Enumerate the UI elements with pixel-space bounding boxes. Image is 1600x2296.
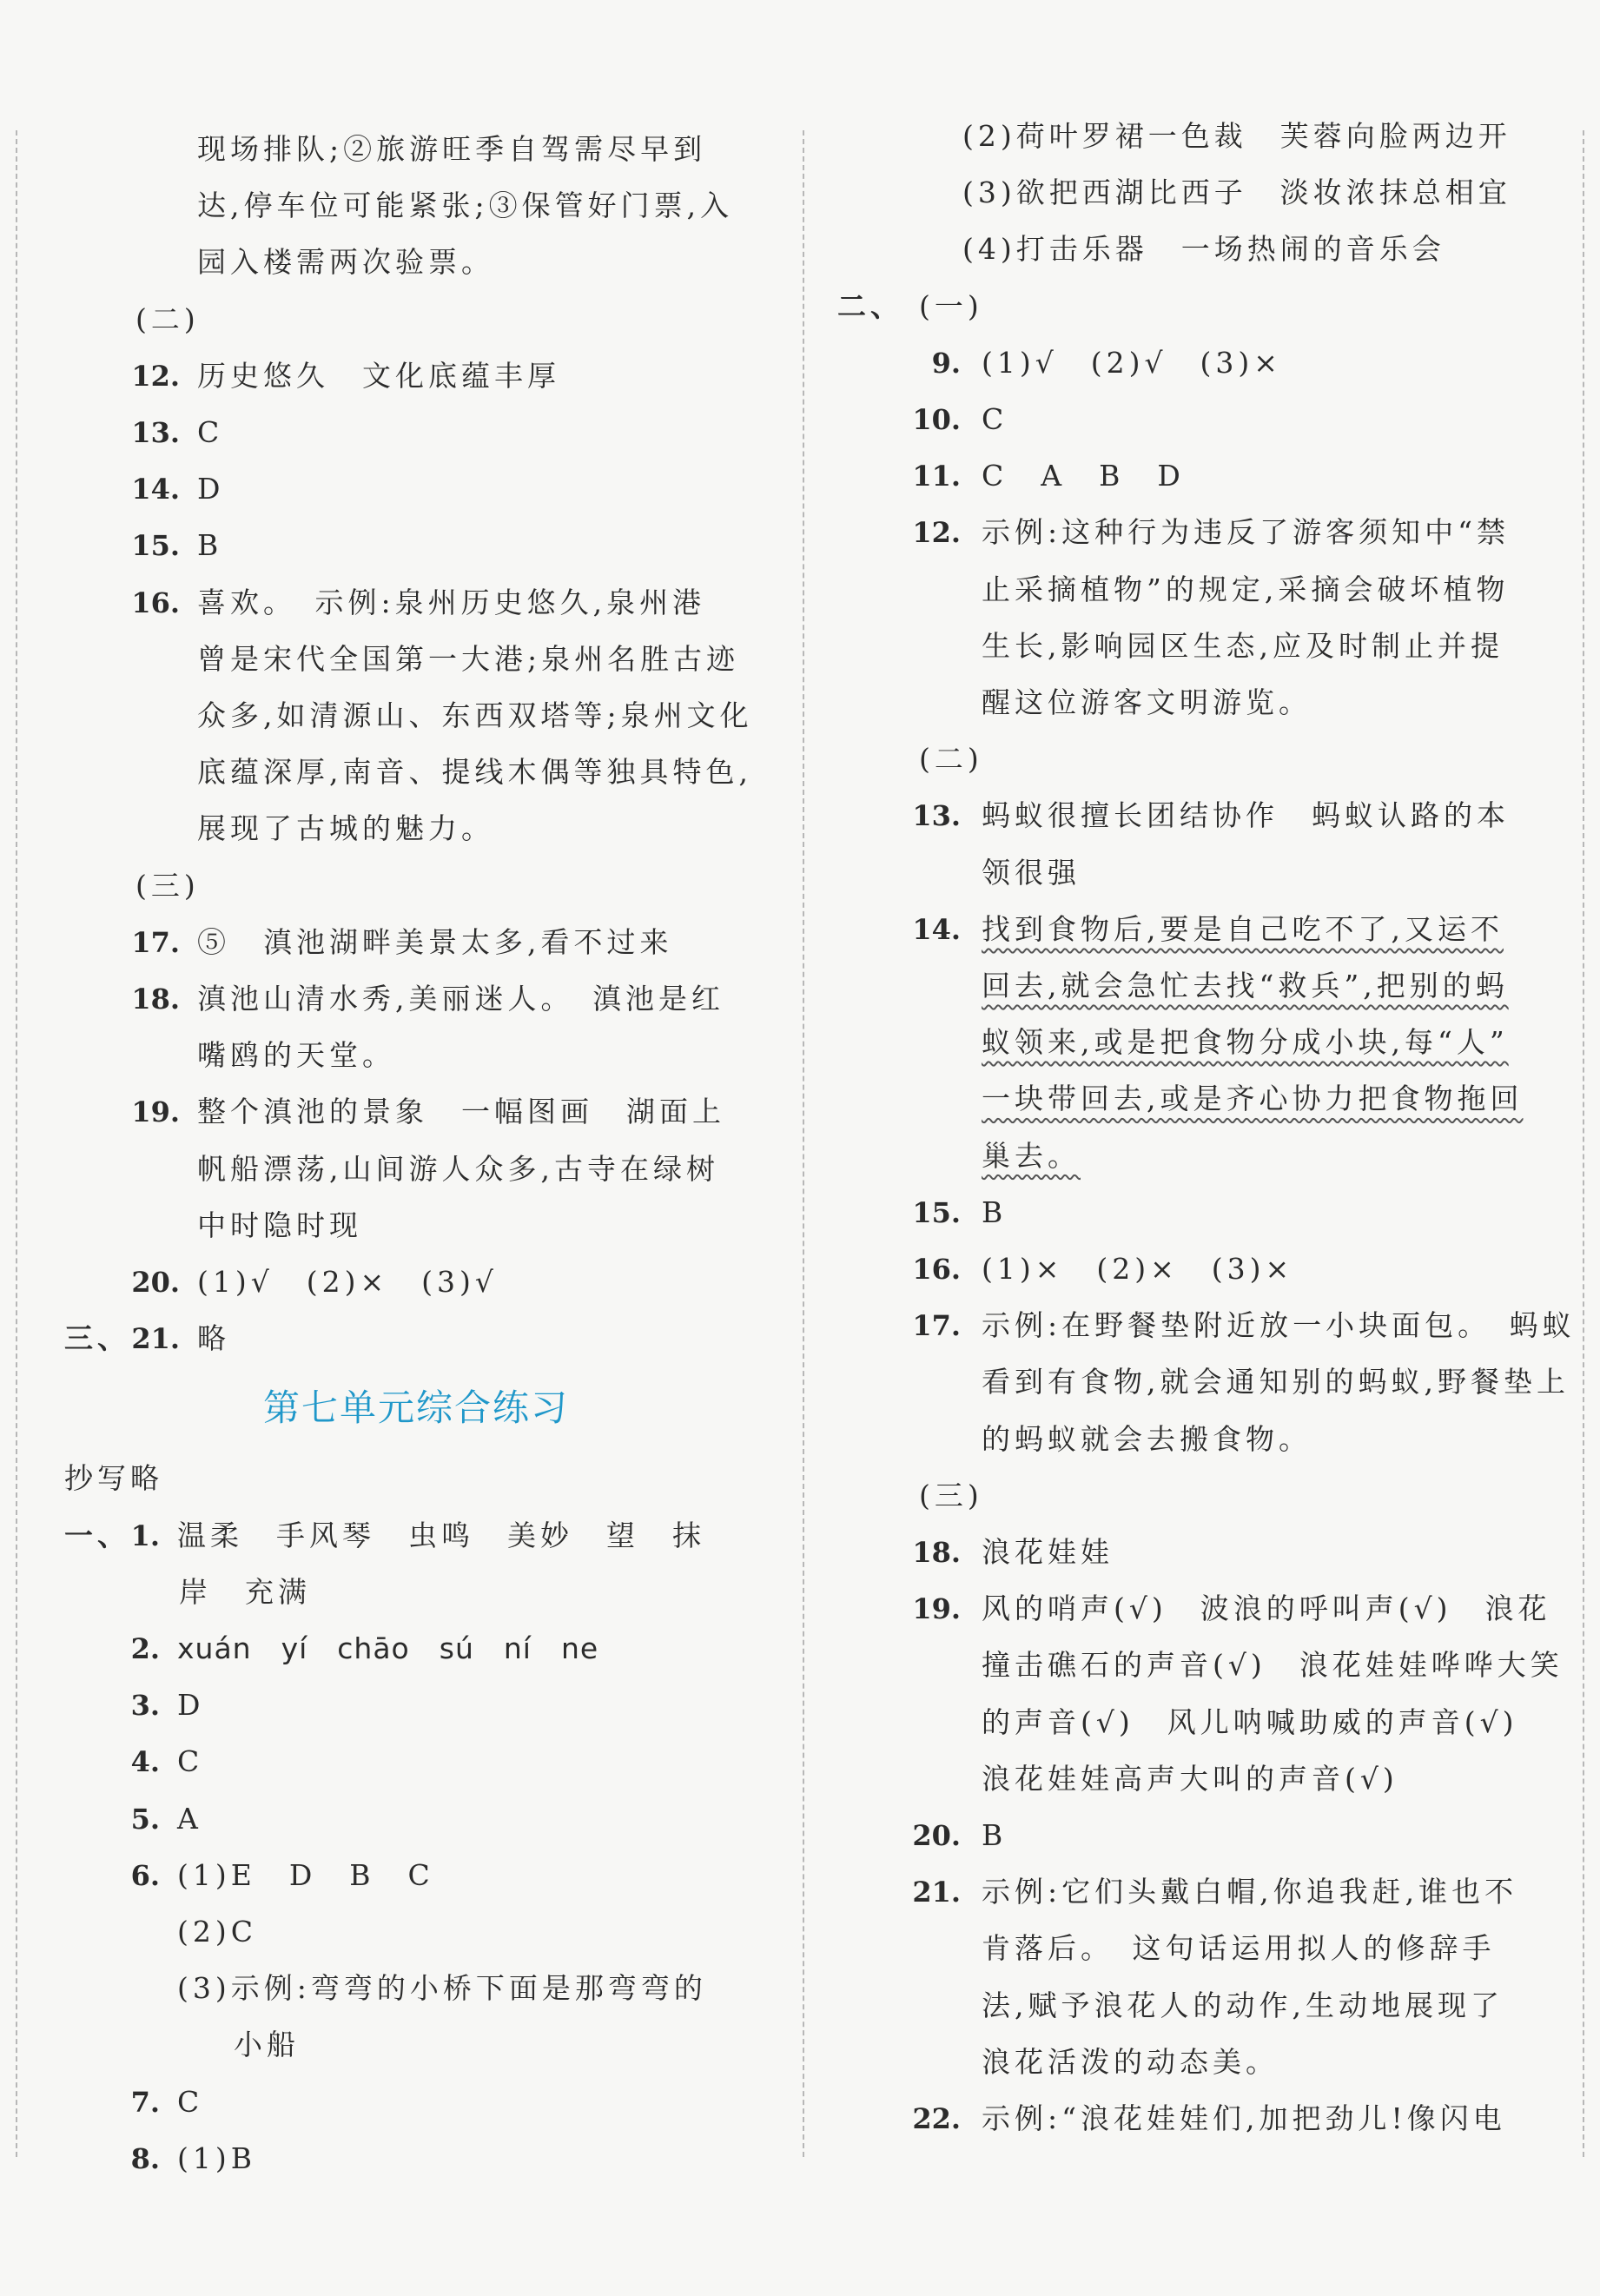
answer-text: 中时隐时现 <box>197 1208 362 1242</box>
answer-line <box>56 1791 768 1847</box>
answer-text: 的声音(√) 风儿呐喊助威的声音(√) <box>982 1704 1518 1739</box>
question-number: 21. <box>912 1876 961 1909</box>
answer-text: 达,停车位可能紧张;③保管好门票,入 <box>197 189 734 223</box>
answer-line <box>841 1751 1550 1807</box>
answer-line <box>56 1141 768 1197</box>
answer-text: 看到有食物,就会通知别的蚂蚁,野餐垫上 <box>982 1365 1570 1399</box>
answer-line <box>841 1978 1550 2034</box>
answer-line <box>841 675 1550 731</box>
answer-line <box>56 1451 768 1506</box>
answer-text: B <box>982 1818 1008 1852</box>
answer-line <box>841 1921 1550 1976</box>
answer-line <box>56 2017 768 2073</box>
answer-line <box>841 788 1550 844</box>
answer-line <box>56 1084 768 1140</box>
answer-line <box>841 1128 1550 1184</box>
answer-line <box>841 902 1550 957</box>
answer-line <box>841 562 1550 618</box>
answer-line <box>841 845 1550 901</box>
answer-text: 曾是宋代全国第一大港;泉州名胜古迹 <box>197 641 740 676</box>
question-number: 18. <box>912 1536 961 1569</box>
section-marker: 二、 <box>837 288 903 323</box>
answer-line <box>56 1621 768 1677</box>
question-number: 20. <box>131 1266 180 1299</box>
answer-line <box>56 1254 768 1310</box>
answer-line <box>841 335 1550 391</box>
answer-text: 嘴鸥的天堂。 <box>197 1038 395 1073</box>
answer-line <box>841 2091 1550 2147</box>
answer-text: (一) <box>919 288 983 323</box>
question-number: 20. <box>912 1819 961 1852</box>
answer-line <box>841 109 1550 164</box>
answer-text: 滇池山清水秀,美丽迷人。 滇池是红 <box>197 982 724 1016</box>
answer-text: ⑤ 滇池湖畔美景太多,看不过来 <box>197 924 673 959</box>
answer-line <box>56 1904 768 1960</box>
answer-line <box>56 632 768 687</box>
answer-text: 的蚂蚁就会去搬食物。 <box>982 1421 1312 1456</box>
answer-line <box>56 1311 768 1366</box>
answer-line <box>841 165 1550 221</box>
answer-line <box>56 1028 768 1083</box>
answer-text: (1)√ (2)× (3)√ <box>197 1265 498 1299</box>
answer-text: 法,赋予浪花人的动作,生动地展现了 <box>982 1988 1504 2022</box>
answer-text: 领很强 <box>982 855 1081 890</box>
answer-text: (2)C <box>177 1915 257 1949</box>
answer-text: (4)打击乐器 一场热闹的音乐会 <box>962 232 1445 267</box>
right-margin-divider <box>1583 130 1584 2157</box>
answer-text: A <box>177 1801 202 1836</box>
answer-line <box>841 1638 1564 1693</box>
answer-line <box>841 392 1550 447</box>
question-number: 19. <box>912 1592 961 1626</box>
question-number: 14. <box>131 473 180 506</box>
answer-text: (三) <box>136 868 200 903</box>
answer-line <box>56 1848 768 1903</box>
answer-line <box>56 122 768 177</box>
answer-line <box>841 1354 1570 1410</box>
question-number: 12. <box>131 359 180 393</box>
answer-text: 找到食物后,要是自己吃不了,又运不 <box>982 911 1504 946</box>
answer-line <box>56 971 768 1027</box>
question-number: 5. <box>130 1802 160 1836</box>
answer-line <box>56 1565 768 1620</box>
question-number: 21. <box>131 1322 180 1356</box>
answer-line <box>841 1468 1550 1524</box>
answer-text: 岸 充满 <box>179 1574 311 1609</box>
unit-title: 第七单元综合练习 <box>262 1386 569 1430</box>
answer-text: 止采摘植物”的规定,采摘会破坏植物 <box>982 572 1510 606</box>
answer-line <box>56 1677 768 1733</box>
answer-text: (二) <box>919 742 983 777</box>
answer-text: 小船 <box>234 2028 300 2062</box>
answer-line <box>56 348 768 404</box>
answer-text: 一块带回去,或是齐心协力把食物拖回 <box>982 1082 1524 1116</box>
answer-line <box>56 915 768 970</box>
answer-line <box>56 2074 768 2130</box>
answer-text: 蚂蚁很擅长团结协作 蚂蚁认路的本 <box>982 798 1510 833</box>
answer-text: 现场排队;②旅游旺季自驾需尽早到 <box>197 132 707 166</box>
answer-line <box>841 505 1550 560</box>
section-marker: 三、 <box>64 1321 130 1356</box>
center-column-divider <box>803 130 804 2157</box>
answer-line <box>841 1071 1550 1127</box>
answer-line <box>841 1864 1550 1920</box>
answer-text: 历史悠久 文化底蕴丰厚 <box>197 358 560 393</box>
question-number: 22. <box>912 2102 961 2135</box>
answer-text: B <box>197 528 223 563</box>
answer-line <box>56 1198 768 1254</box>
answer-line <box>56 744 768 800</box>
answer-line <box>56 858 768 914</box>
answer-line <box>841 1015 1550 1070</box>
answer-line <box>56 1508 768 1564</box>
right-column <box>837 119 1576 2153</box>
answer-text: 浪花娃娃 <box>982 1535 1114 1569</box>
answer-line <box>841 2035 1550 2090</box>
question-number: 12. <box>912 516 961 550</box>
answer-line <box>841 222 1550 277</box>
answer-line <box>56 461 768 517</box>
answer-line <box>841 619 1550 674</box>
answer-line <box>841 1241 1550 1297</box>
answer-text: 园入楼需两次验票。 <box>197 245 494 280</box>
answer-line <box>56 688 768 744</box>
answer-line <box>56 405 768 460</box>
answer-line <box>56 1734 768 1790</box>
answer-text: 肯落后。 这句话运用拟人的修辞手 <box>982 1931 1496 1966</box>
answer-line <box>841 448 1550 504</box>
answer-text: (1)E D B C <box>177 1857 434 1892</box>
answer-text: (三) <box>919 1478 983 1512</box>
question-number: 4. <box>130 1745 160 1779</box>
answer-text: (1)× (2)× (3)× <box>982 1252 1294 1286</box>
answer-text: (二) <box>136 301 200 336</box>
left-margin-divider <box>16 130 17 2157</box>
answer-line <box>56 801 768 857</box>
answer-text: 喜欢。 示例:泉州历史悠久,泉州港 <box>197 585 706 619</box>
question-number: 16. <box>131 586 180 619</box>
answer-text: C <box>982 402 1008 436</box>
answer-line <box>56 575 768 631</box>
answer-text: xuán yí chāo sú ní ne <box>177 1631 599 1665</box>
answer-text: 示例:“浪花娃娃们,加把劲儿!像闪电 <box>982 2101 1506 2135</box>
answer-text: 醒这位游客文明游览。 <box>982 685 1312 719</box>
answer-text: 抄写略 <box>64 1461 163 1496</box>
question-number: 2. <box>130 1632 160 1665</box>
answer-line <box>841 731 1550 787</box>
answer-line <box>841 1412 1550 1467</box>
answer-text: 展现了古城的魅力。 <box>197 811 494 846</box>
answer-text: 撞击礁石的声音(√) 浪花娃娃哗哗大笑 <box>982 1648 1564 1683</box>
answer-text: (2)荷叶罗裙一色裁 芙蓉向脸两边开 <box>962 119 1511 153</box>
question-number: 1. <box>130 1519 160 1552</box>
answer-text: 蚁领来,或是把食物分成小块,每“人” <box>982 1025 1509 1060</box>
question-number: 13. <box>912 799 961 833</box>
answer-line <box>841 1808 1550 1863</box>
answer-text: 示例:这种行为违反了游客须知中“禁 <box>982 515 1510 550</box>
answer-text: 浪花活泼的动态美。 <box>982 2044 1279 2079</box>
answer-text: 巢去。 <box>982 1138 1081 1173</box>
answer-line <box>56 292 768 347</box>
question-number: 10. <box>912 403 961 436</box>
question-number: 16. <box>912 1253 961 1286</box>
answer-text: 众多,如清源山、东西双塔等;泉州文化 <box>197 698 753 732</box>
question-number: 8. <box>130 2141 160 2175</box>
answer-text: 整个滇池的景象 一幅图画 湖面上 <box>197 1095 725 1129</box>
answer-text: C <box>177 2084 204 2119</box>
question-number: 17. <box>131 925 180 959</box>
answer-text: 示例:在野餐垫附近放一小块面包。 蚂蚁 <box>982 1308 1576 1343</box>
question-number: 17. <box>912 1309 961 1343</box>
answer-text: 略 <box>197 1321 230 1356</box>
answer-text: (3)示例:弯弯的小桥下面是那弯弯的 <box>177 1971 707 2006</box>
answer-line <box>56 235 768 290</box>
answer-line <box>841 1185 1550 1241</box>
answer-line <box>841 1695 1550 1750</box>
answer-line <box>841 1525 1550 1580</box>
answer-text: C <box>197 415 224 449</box>
question-number: 7. <box>130 2085 160 2119</box>
answer-line <box>837 279 1550 334</box>
left-column <box>56 122 768 2175</box>
question-number: 19. <box>131 1095 180 1129</box>
answer-text: (3)欲把西湖比西子 淡妆浓抹总相宜 <box>962 175 1511 210</box>
answer-line <box>56 1961 768 2016</box>
question-number: 18. <box>131 983 180 1016</box>
section-marker: 一、 <box>64 1518 130 1552</box>
question-number: 15. <box>131 529 180 563</box>
question-number: 15. <box>912 1195 961 1229</box>
question-number: 13. <box>131 416 180 449</box>
answer-text: 示例:它们头戴白帽,你追我赶,谁也不 <box>982 1875 1518 1909</box>
question-number: 14. <box>912 912 961 946</box>
answer-text: 生长,影响园区生态,应及时制止并提 <box>982 628 1504 663</box>
answer-line <box>841 958 1550 1014</box>
answer-text: 底蕴深厚,南音、提线木偶等独具特色, <box>197 755 752 790</box>
answer-text: C A B D <box>982 459 1185 493</box>
answer-text: C <box>177 1744 204 1779</box>
question-number: 9. <box>931 346 961 380</box>
answer-line <box>56 178 768 234</box>
answer-text: 回去,就会急忙去找“救兵”,把别的蚂 <box>982 969 1509 1002</box>
answer-text: 风的哨声(√) 波浪的呼叫声(√) 浪花 <box>982 1591 1551 1626</box>
answer-text: D <box>177 1688 205 1723</box>
answer-text: B <box>982 1194 1008 1229</box>
answer-line <box>841 1298 1576 1353</box>
answer-text: D <box>197 472 225 506</box>
answer-text: 帆船漂荡,山间游人众多,古寺在绿树 <box>197 1151 719 1186</box>
question-number: 3. <box>130 1689 160 1723</box>
answer-line <box>56 2131 768 2187</box>
answer-line <box>841 1581 1550 1637</box>
answer-text: 温柔 手风琴 虫鸣 美妙 望 抹 <box>177 1518 705 1552</box>
answer-line <box>56 518 768 573</box>
question-number: 6. <box>130 1858 160 1892</box>
question-number: 11. <box>912 460 961 493</box>
answer-text: (1)√ (2)√ (3)× <box>982 345 1282 380</box>
answer-text: 浪花娃娃高声大叫的声音(√) <box>982 1761 1398 1796</box>
answer-text: (1)B <box>177 2141 256 2175</box>
